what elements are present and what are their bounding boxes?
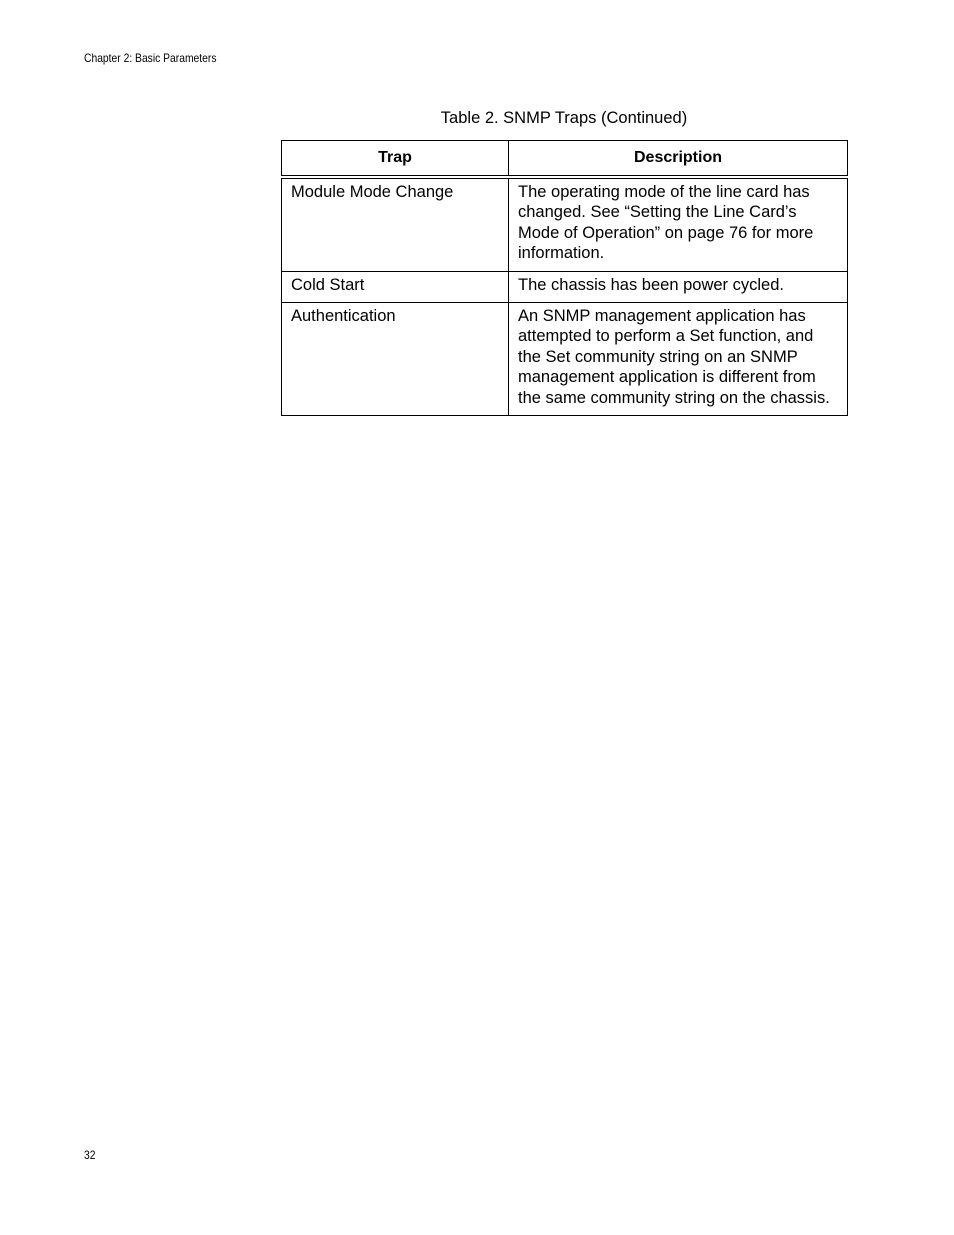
description-cell: The operating mode of the line card has changed. See “Setting the Line Card’s Mode of Operation” on page 76 for more information. [509,177,848,271]
trap-cell: Authentication [282,303,509,416]
column-header-description: Description [509,141,848,178]
page-number: 32 [84,1148,96,1162]
table-row [282,177,848,271]
description-cell: An SNMP management application has attempted to perform a Set function, and the Set community string on an SNMP management application is different from the same community string on the chassis. [509,303,848,416]
column-header-trap: Trap [282,141,509,178]
table-caption: Table 2. SNMP Traps (Continued) [440,109,688,127]
description-cell: The chassis has been power cycled. [509,271,848,302]
table-header-row [282,141,848,178]
trap-cell: Cold Start [282,271,509,302]
snmp-traps-table [281,140,848,416]
table-row [282,303,848,416]
table-row [282,271,848,302]
running-header: Chapter 2: Basic Parameters [84,51,217,65]
trap-cell: Module Mode Change [282,177,509,271]
